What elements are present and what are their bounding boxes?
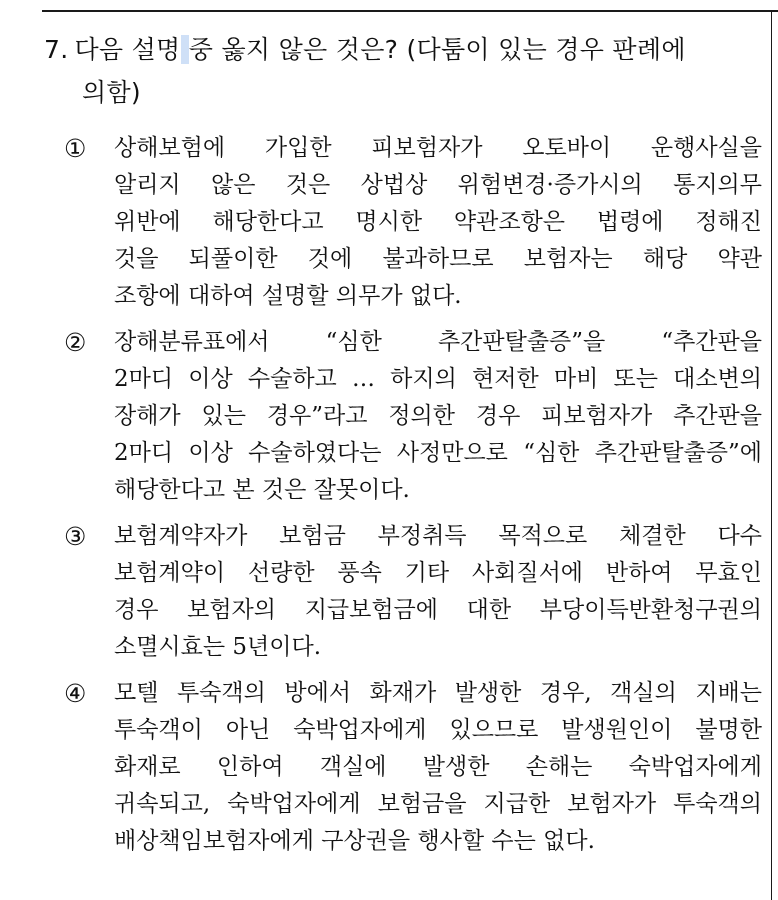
option-1[interactable] bbox=[64, 130, 762, 315]
question-text-start: 다음 설명 bbox=[74, 35, 181, 64]
option-2[interactable] bbox=[64, 324, 762, 509]
option-line: 보험계약이 선량한 풍속 기타 사회질서에 반하여 무효인 bbox=[114, 560, 762, 586]
text-selection-highlight bbox=[181, 35, 189, 64]
option-line: 모텔 투숙객의 방에서 화재가 발생한 경우, 객실의 지배는 bbox=[114, 680, 762, 706]
option-3-marker: ③ bbox=[64, 522, 87, 551]
option-line: 경우 보험자의 지급보험금에 대한 부당이득반환청구권의 bbox=[114, 597, 762, 623]
option-line: 해당한다고 본 것은 잘못이다. bbox=[114, 477, 410, 503]
option-line: 장해분류표에서 “심한 추간판탈출증”을 “추간판을 bbox=[114, 329, 762, 355]
option-line: 보험계약자가 보험금 부정취득 목적으로 체결한 다수 bbox=[114, 523, 762, 549]
option-line: 조항에 대하여 설명할 의무가 없다. bbox=[114, 283, 462, 309]
option-line: 화재로 인하여 객실에 발생한 손해는 숙박업자에게 bbox=[114, 754, 762, 780]
option-line: 소멸시효는 5년이다. bbox=[114, 634, 321, 660]
option-1-marker: ① bbox=[64, 134, 87, 163]
option-line: 배상책임보험자에게 구상권을 행사할 수는 없다. bbox=[114, 828, 595, 854]
option-line: 투숙객이 아닌 숙박업자에게 있으므로 발생원인이 불명한 bbox=[114, 717, 762, 743]
option-2-marker: ② bbox=[64, 328, 87, 357]
option-3[interactable] bbox=[64, 518, 762, 666]
option-4[interactable] bbox=[64, 675, 762, 860]
option-line: 것을 되풀이한 것에 불과하므로 보험자는 해당 약관 bbox=[114, 246, 762, 272]
question-stem bbox=[44, 28, 744, 114]
option-line: 장해가 있는 경우”라고 정의한 경우 피보험자가 추간판을 bbox=[114, 403, 762, 429]
option-line: 2마디 이상 수술하였다는 사정만으로 “심한 추간판탈출증”에 bbox=[114, 440, 762, 466]
top-border-rule bbox=[42, 10, 778, 12]
option-line: 상해보험에 가입한 피보험자가 오토바이 운행사실을 bbox=[114, 135, 762, 161]
right-border-rule bbox=[771, 10, 773, 900]
question-number: 7. bbox=[44, 35, 69, 64]
question-line-2: 의함) bbox=[82, 78, 141, 107]
option-line: 2마디 이상 수술하고 … 하지의 현저한 마비 또는 대소변의 bbox=[114, 366, 762, 392]
option-line: 위반에 해당한다고 명시한 약관조항은 법령에 정해진 bbox=[114, 209, 762, 235]
question-line-1 bbox=[44, 28, 744, 71]
option-line: 귀속되고, 숙박업자에게 보험금을 지급한 보험자가 투숙객의 bbox=[114, 791, 762, 817]
answer-options bbox=[64, 130, 764, 869]
question-text-end: 중 옳지 않은 것은? (다툼이 있는 경우 판례에 bbox=[188, 35, 686, 64]
option-4-marker: ④ bbox=[64, 679, 87, 708]
option-line: 알리지 않은 것은 상법상 위험변경·증가시의 통지의무 bbox=[114, 172, 762, 198]
